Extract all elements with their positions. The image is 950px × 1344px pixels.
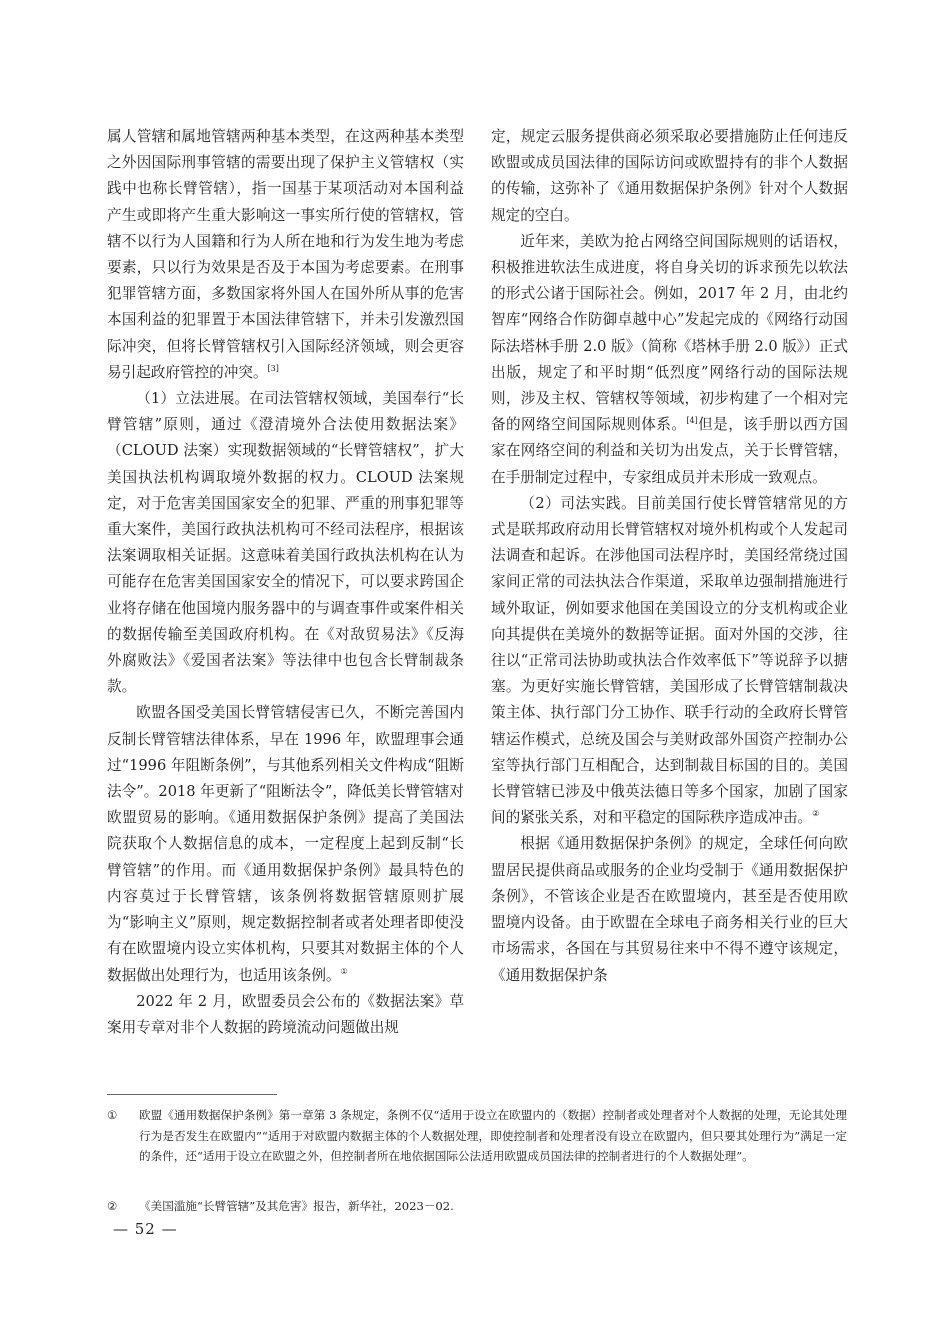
footnote (107, 1196, 847, 1217)
footnote-text: 欧盟《通用数据保护条例》第一章第 3 条规定，条例不仅“适用于设立在欧盟内的（数据）控制者或处理者对个人数据的处理，无论其处理行为是否发生在欧盟内”“适用于对欧盟内数据主体的个人数据处理，即使控制者和处理者没有设立在欧盟内，但只要其处理行为”满足一定的条件，还“适用于设立在欧盟之外，但控制者所在地依据国际公法适用欧盟成员国法律的控制者进行的个人数据处理”。 (139, 1108, 847, 1164)
footnote-text: 《美国滥施“长臂管辖”及其危害》报告，新华社，2023－02. (139, 1199, 454, 1213)
paragraph: 2022 年 2 月，欧盟委员会公布的《数据法案》草案用专章对非个人数据的跨境流动问题做出规 (107, 992, 464, 1036)
paragraph: （2）司法实践。目前美国行使长臂管辖常见的方式是联邦政府动用长臂管辖权对境外机构或个人发起司法调查和起诉。在涉他国司法程序时，美国经常绕过国家间正常的司法执法合作渠道，采取单边强制措施进行域外取证，例如要求他国在美国设立的分支机构或企业向其提供在美境外的数据等证据。面对外国的交涉，往往以“正常司法协助或执法合作效率低下”等说辞予以搪塞。为更好实施长臂管辖，美国形成了长臂管辖制裁决策主体、执行部门分工协作、联手行动的全政府长臂管辖运作模式，总统及国会与美财政部外国资产控制办公室等执行部门互相配合，达到制裁目标国的目的。美国长臂管辖已涉及中俄英法德日等多个国家，加剧了国家间的紧张关系，对和平稳定的国际秩序造成冲击。② (491, 494, 848, 827)
footnote-ref: ① (340, 966, 348, 976)
citation-ref: [3] (267, 363, 279, 373)
paragraph: 定，规定云服务提供商必须采取必要措施防止任何违反欧盟或成员国法律的国际访问或欧盟持有的非个人数据的传输，这弥补了《通用数据保护条例》针对个人数据规定的空白。 (491, 128, 848, 224)
left-column (107, 124, 464, 1041)
footnote-marker: ① (107, 1108, 118, 1122)
paragraph: 近年来，美欧为抢占网络空间国际规则的话语权，积极推进软法生成进度，将自身关切的诉求预先以软法的形式公诸于国际社会。例如，2017 年 2 月，由北约智库“网络合作防御卓越中心”发起完成的《网络行动国际法塔林手册 2.0 版》（简称《塔林手册 2.0 版》）正式出版，规定了和平时期“低烈度”网络行动的国际法规则，涉及主权、管辖权等领域，初步构建了一个相对完备的网络空间国际规则体系。[4]但是，该手册以西方国家在网络空间的利益和关切为出发点，关于长臂管辖，在手册制定过程中，专家组成员并未形成一致观点。 (491, 232, 848, 486)
citation-ref: [4] (686, 416, 698, 426)
paragraph: 欧盟各国受美国长臂管辖侵害已久，不断完善国内反制长臂管辖法律体系，早在 1996 年，欧盟理事会通过“1996 年阻断条例”，与其他系列相关文件构成“阻断法令”。2018 年更新了“阻断法令”，降低美长臂管辖对欧盟贸易的影响。《通用数据保护条例》提高了美国法院获取个人数据信息的成本，一定程度上起到反制“长臂管辖”的作用。而《通用数据保护条例》最具特色的内容莫过于长臂管辖，该条例将数据管辖原则扩展为“影响主义”原则，规定数据控制者或者处理者即使没有在欧盟境内设立实体机构，只要其对数据主体的个人数据做出处理行为，也适用该条例。① (107, 704, 464, 984)
paragraph: （1）立法进展。在司法管辖权领域，美国奉行“长臂管辖”原则，通过《澄清境外合法使用数据法案》（CLOUD 法案）实现数据领域的“长臂管辖权”，扩大美国执法机构调取境外数据的权力。CLOUD 法案规定，对于危害美国国家安全的犯罪、严重的刑事犯罪等重大案件，美国行政执法机构可不经司法程序，根据该法案调取相关证据。这意味着美国行政执法机构在认为可能存在危害美国国家安全的情况下，可以要求跨国企业将存储在他国境内服务器中的与调查事件或案件相关的数据传输至美国政府机构。在《对敌贸易法》《反海外腐败法》《爱国者法案》等法律中也包含长臂制裁条款。 (107, 390, 464, 696)
footnote-marker: ② (107, 1199, 118, 1213)
footnote-ref: ② (812, 809, 820, 819)
paragraph: 属人管辖和属地管辖两种基本类型，在这两种基本类型之外因国际刑事管辖的需要出现了保护主义管辖权（实践中也称长臂管辖），指一国基于某项活动对本国利益产生或即将产生重大影响这一事实所行使的管辖权，管辖不以行为人国籍和行为人所在地和行为发生地为考虑要素，只以行为效果是否及于本国为考虑要素。在刑事犯罪管辖方面，多数国家将外国人在国外所从事的危害本国利益的犯罪置于本国法律管辖下，并未引发激烈国际冲突，但将长臂管辖权引入国际经济领域，则会更容易引起政府管控的冲突。[3] (107, 128, 464, 381)
footnote-separator (107, 1094, 277, 1095)
page-number: — 52 — (113, 1220, 178, 1238)
right-column (491, 124, 848, 989)
footnote (107, 1105, 847, 1167)
paragraph: 根据《通用数据保护条例》的规定，全球任何向欧盟居民提供商品或服务的企业均受制于《通用数据保护条例》，不管该企业是否在欧盟境内，甚至是否使用欧盟境内设备。由于欧盟在全球电子商务相关行业的巨大市场需求，各国在与其贸易往来中不得不遵守该规定，《通用数据保护条 (491, 835, 848, 984)
